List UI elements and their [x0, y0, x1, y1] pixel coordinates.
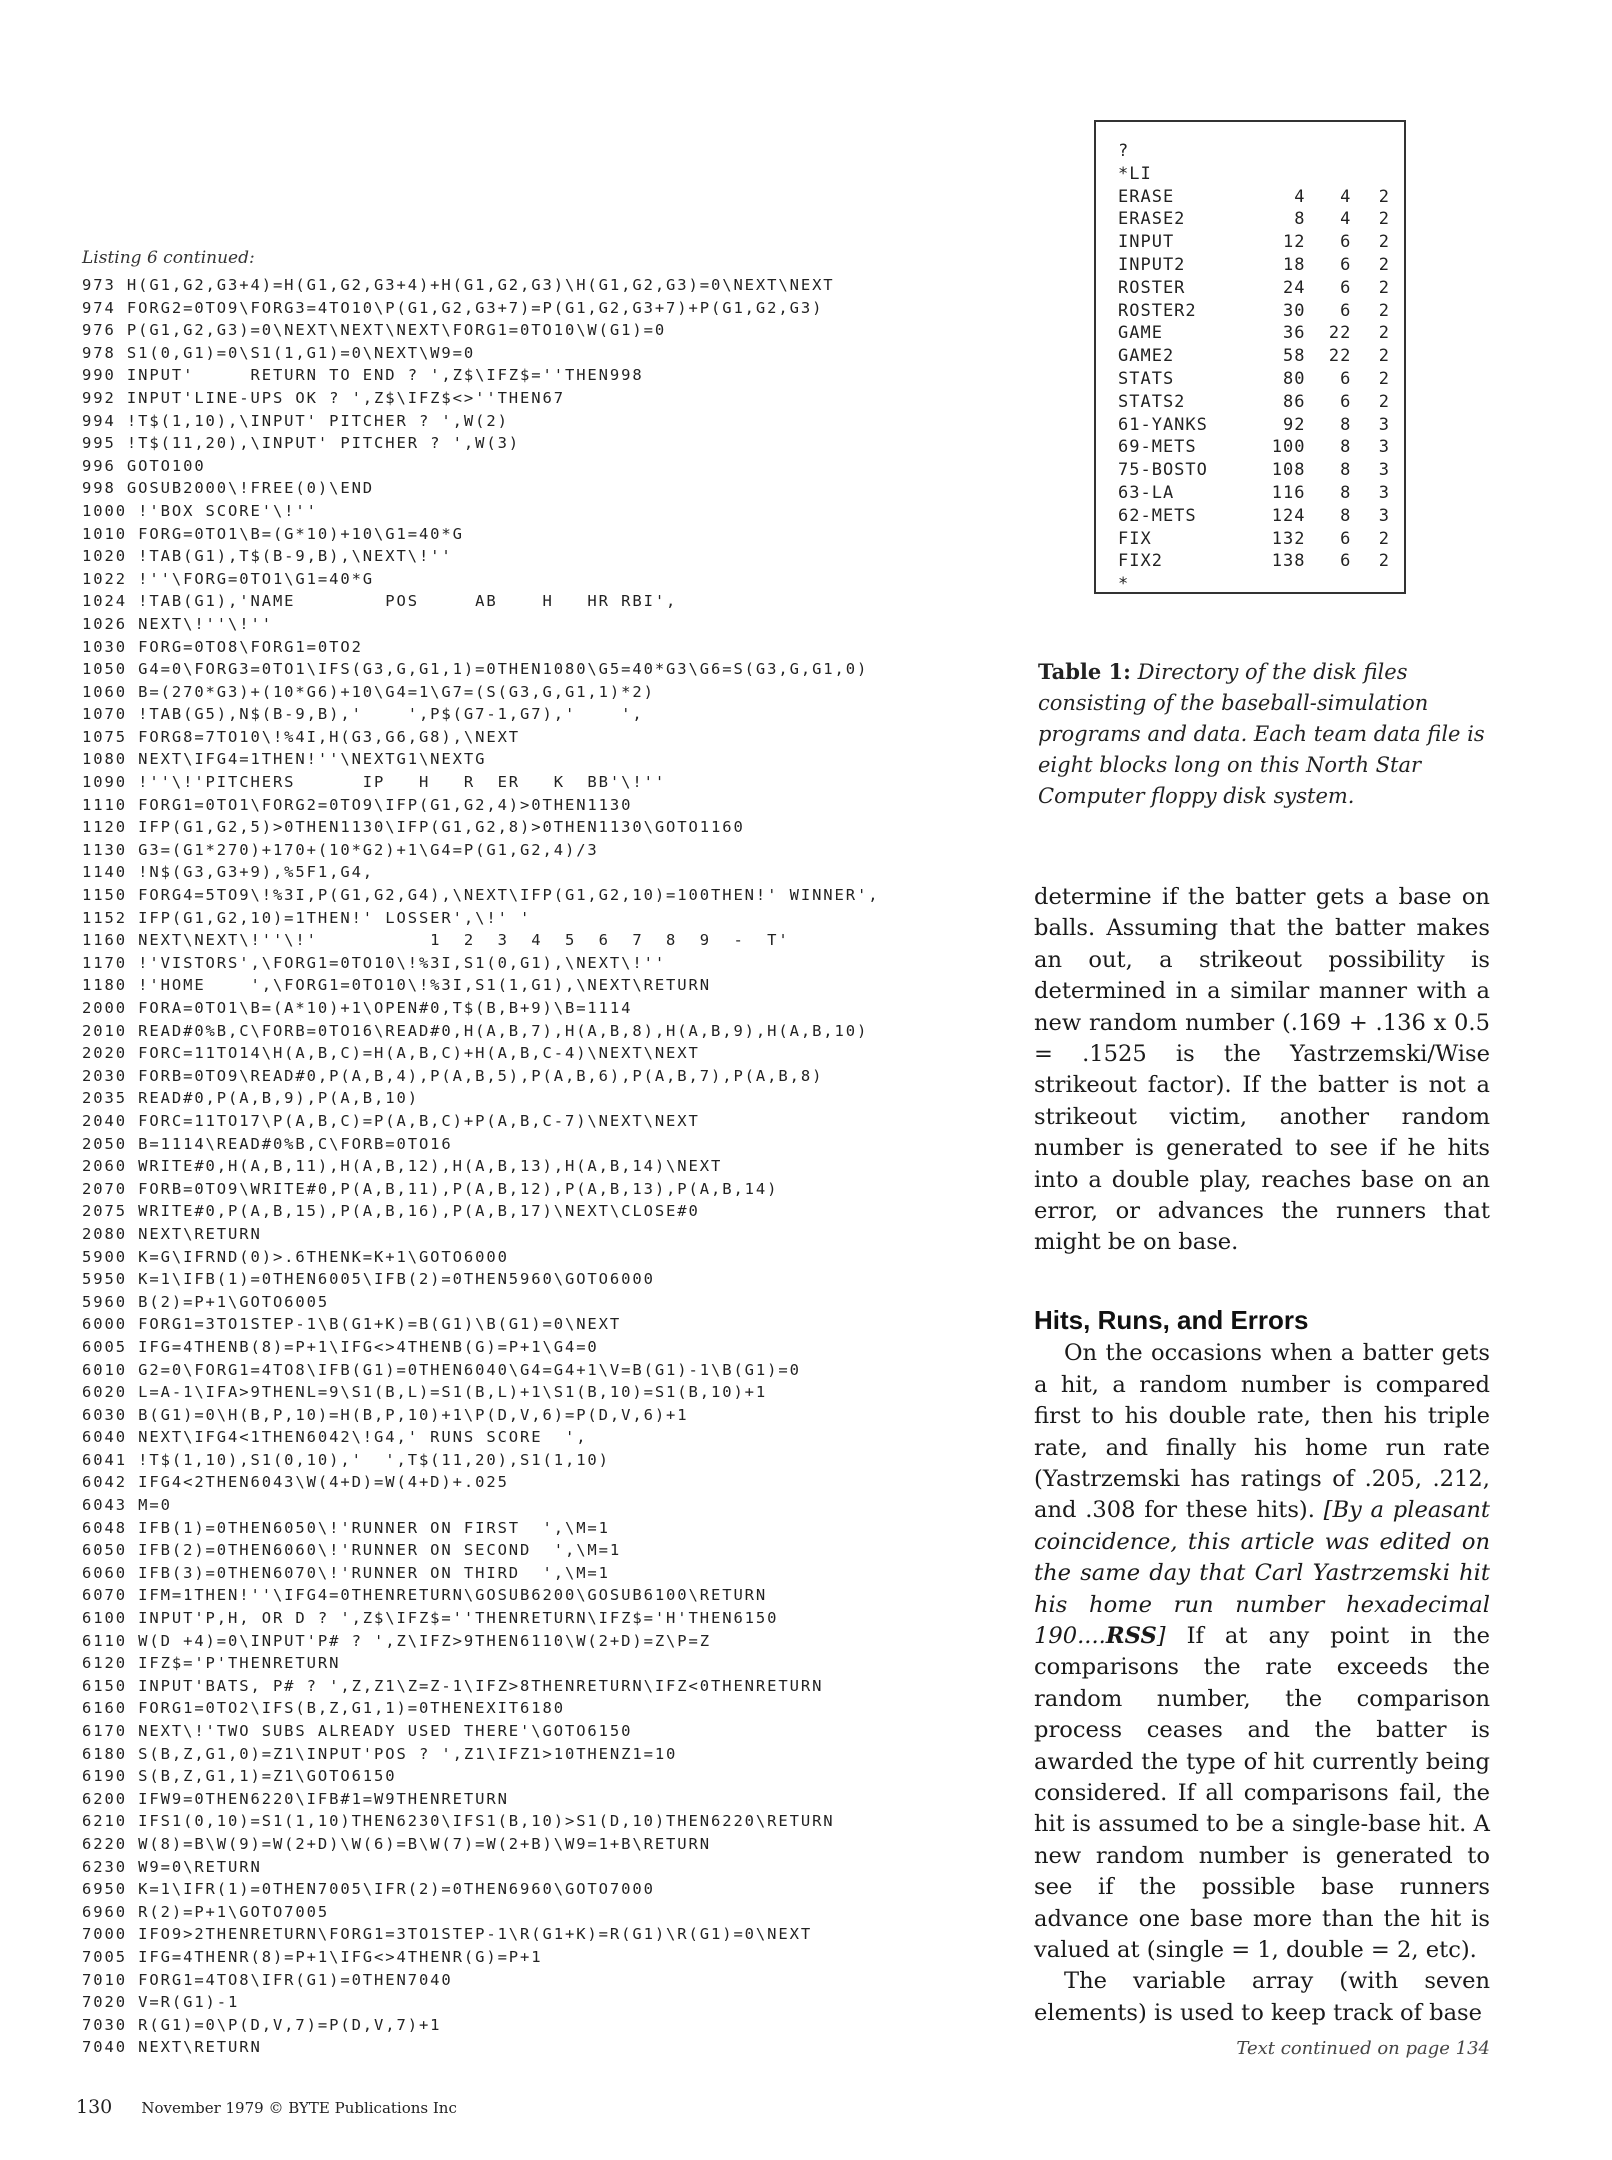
- file-type: 2: [1378, 209, 1390, 230]
- code-line: 1000 !'BOX SCORE'\!'': [82, 501, 318, 520]
- file-type: 2: [1378, 551, 1390, 572]
- code-line: 2010 READ#0%B,C\FORB=0TO16\READ#0,H(A,B,7),H(A,B,8),H(A,B,9),H(A,B,10): [82, 1021, 869, 1040]
- directory-row: [1118, 414, 1390, 437]
- code-line: 1060 B=(270*G3)+(10*G6)+10\G4=1\G7=(S(G3,G,G1,1)*2): [82, 682, 655, 701]
- code-line: 2050 B=1114\READ#0%B,C\FORB=0TO16: [82, 1134, 453, 1153]
- start-block: 4: [1294, 186, 1306, 207]
- code-line: 6190 S(B,Z,G1,1)=Z1\GOTO6150: [82, 1767, 397, 1786]
- start-block: 80: [1282, 368, 1306, 389]
- code-line: 2070 FORB=0TO9\WRITE#0,P(A,B,11),P(A,B,12),P(A,B,13),P(A,B,14): [82, 1179, 779, 1198]
- code-line: 2060 WRITE#0,H(A,B,11),H(A,B,12),H(A,B,13),H(A,B,14)\NEXT: [82, 1157, 723, 1176]
- file-type: 3: [1378, 482, 1390, 503]
- directory-row: [1118, 482, 1390, 505]
- code-line: 990 INPUT' RETURN TO END ? ',Z$\IFZ$=''THEN998: [82, 366, 644, 385]
- table-caption-label: Table 1:: [1038, 659, 1131, 684]
- directory-row: [1118, 231, 1390, 254]
- file-name: ROSTER2: [1118, 300, 1197, 321]
- directory-row: [1118, 208, 1390, 231]
- directory-rows: [1118, 186, 1390, 574]
- file-type: 3: [1378, 437, 1390, 458]
- directory-row: [1118, 277, 1390, 300]
- code-line: 6950 K=1\IFR(1)=0THEN7005\IFR(2)=0THEN6960\GOTO7000: [82, 1880, 655, 1899]
- code-line: 5950 K=1\IFB(1)=0THEN6005\IFB(2)=0THEN5960\GOTO6000: [82, 1270, 655, 1289]
- block-length: 22: [1328, 323, 1352, 344]
- code-line: 6210 IFS1(0,10)=S1(1,10)THEN6230\IFS1(B,10)>S1(D,10)THEN6220\RETURN: [82, 1812, 835, 1831]
- block-length: 6: [1340, 551, 1352, 572]
- code-line: 998 GOSUB2000\!FREE(0)\END: [82, 479, 375, 498]
- start-block: 92: [1282, 414, 1306, 435]
- start-block: 24: [1282, 277, 1306, 298]
- code-line: 1070 !TAB(G5),N$(B-9,B),' ',P$(G7-1,G7),' ',: [82, 705, 644, 724]
- file-type: 2: [1378, 391, 1390, 412]
- file-type: 3: [1378, 460, 1390, 481]
- start-block: 12: [1282, 232, 1306, 253]
- code-line: 976 P(G1,G2,G3)=0\NEXT\NEXT\NEXT\FORG1=0TO10\W(G1)=0: [82, 321, 667, 340]
- block-length: 6: [1340, 391, 1352, 412]
- code-line: 1075 FORG8=7TO10\!%4I,H(G3,G6,G8),\NEXT: [82, 727, 521, 746]
- start-block: 86: [1282, 391, 1306, 412]
- code-line: 1110 FORG1=0TO1\FORG2=0TO9\IFP(G1,G2,4)>0THEN1130: [82, 795, 633, 814]
- code-line: 6041 !T$(1,10),S1(0,10),' ',T$(11,20),S1(1,10): [82, 1450, 610, 1469]
- start-block: 36: [1282, 323, 1306, 344]
- code-line: 6220 W(8)=B\W(9)=W(2+D)\W(6)=B\W(7)=W(2+B)\W9=1+B\RETURN: [82, 1834, 711, 1853]
- code-line: 992 INPUT'LINE-UPS OK ? ',Z$\IFZ$<>''THEN67: [82, 388, 565, 407]
- start-block: 58: [1282, 346, 1306, 367]
- directory-row: [1118, 345, 1390, 368]
- directory-row: [1118, 186, 1390, 209]
- file-type: 2: [1378, 300, 1390, 321]
- block-length: 22: [1328, 346, 1352, 367]
- start-block: 18: [1282, 254, 1306, 275]
- directory-row: [1118, 550, 1390, 573]
- code-line: 1080 NEXT\IFG4=1THEN!''\NEXTG1\NEXTG: [82, 750, 487, 769]
- file-type: 3: [1378, 414, 1390, 435]
- file-type: 2: [1378, 232, 1390, 253]
- code-line: 978 S1(0,G1)=0\S1(1,G1)=0\NEXT\W9=0: [82, 343, 476, 362]
- directory-row: [1118, 505, 1390, 528]
- code-line: 6100 INPUT'P,H, OR D ? ',Z$\IFZ$=''THENRETURN\IFZ$='H'THEN6150: [82, 1609, 779, 1628]
- code-line: 6040 NEXT\IFG4<1THEN6042\!G4,' RUNS SCORE ',: [82, 1428, 588, 1447]
- table-caption: [1038, 656, 1490, 812]
- code-line: 1180 !'HOME ',\FORG1=0TO10\!%3I,S1(1,G1),\NEXT\RETURN: [82, 976, 711, 995]
- continued-note: Text continued on page 134: [1236, 2038, 1490, 2060]
- code-line: 2080 NEXT\RETURN: [82, 1224, 262, 1243]
- directory-row: [1118, 436, 1390, 459]
- directory-row: [1118, 528, 1390, 551]
- directory-row: [1118, 300, 1390, 323]
- file-name: INPUT2: [1118, 254, 1186, 275]
- code-line: 6960 R(2)=P+1\GOTO7005: [82, 1902, 330, 1921]
- block-length: 6: [1340, 254, 1352, 275]
- program-listing: [82, 248, 1032, 2059]
- code-line: 6120 IFZ$='P'THENRETURN: [82, 1654, 341, 1673]
- file-type: 2: [1378, 186, 1390, 207]
- code-line: 996 GOTO100: [82, 456, 206, 475]
- section-heading: Hits, Runs, and Errors: [1034, 1304, 1309, 1335]
- directory-row: [1118, 254, 1390, 277]
- code-line: 2000 FORA=0TO1\B=(A*10)+1\OPEN#0,T$(B,B+9)\B=1114: [82, 999, 633, 1017]
- article-paragraph: The variable array (with seven elements) is used to keep track of base: [1034, 1968, 1490, 2026]
- code-line: 974 FORG2=0TO9\FORG3=4TO10\P(G1,G2,G3+7)=P(G1,G2,G3+7)+P(G1,G2,G3): [82, 298, 824, 317]
- file-name: 62-METS: [1118, 505, 1197, 526]
- file-name: ROSTER: [1118, 277, 1186, 298]
- file-name: 63-LA: [1118, 482, 1175, 503]
- block-length: 4: [1340, 186, 1352, 207]
- code-line: 1160 NEXT\NEXT\!''\!' 1 2 3 4 5 6 7 8 9 - T': [82, 931, 790, 950]
- editor-signature: RSS: [1105, 1622, 1157, 1649]
- file-name: ERASE: [1118, 186, 1175, 207]
- block-length: 8: [1340, 460, 1352, 481]
- file-name: 69-METS: [1118, 437, 1197, 458]
- code-line: 6005 IFG=4THENB(8)=P+1\IFG<>4THENB(G)=P+1\G4=0: [82, 1337, 599, 1356]
- code-line: 1150 FORG4=5TO9\!%3I,P(G1,G2,G4),\NEXT\IFP(G1,G2,10)=100THEN!' WINNER',: [82, 886, 880, 905]
- directory-table: [1094, 120, 1406, 594]
- code-line: 6200 IFW9=0THEN6220\IFB#1=W9THENRETURN: [82, 1789, 509, 1808]
- code-line: 1130 G3=(G1*270)+170+(10*G2)+1\G4=P(G1,G2,4)/3: [82, 840, 599, 859]
- file-type: 2: [1378, 368, 1390, 389]
- file-type: 2: [1378, 528, 1390, 549]
- file-type: 3: [1378, 505, 1390, 526]
- directory-row: [1118, 368, 1390, 391]
- code-line: 6160 FORG1=0TO2\IFS(B,Z,G1,1)=0THENEXIT6180: [82, 1699, 565, 1718]
- file-name: 75-BOSTO: [1118, 460, 1208, 481]
- code-line: 6060 IFB(3)=0THEN6070\!'RUNNER ON THIRD ',\M=1: [82, 1563, 610, 1582]
- code-line: 2075 WRITE#0,P(A,B,15),P(A,B,16),P(A,B,17)\NEXT\CLOSE#0: [82, 1202, 700, 1221]
- block-length: 6: [1340, 300, 1352, 321]
- issue-line: November 1979 © BYTE Publications Inc: [141, 2099, 457, 2117]
- code-line: 7020 V=R(G1)-1: [82, 1993, 240, 2012]
- code-line: 6000 FORG1=3TO1STEP-1\B(G1+K)=B(G1)\B(G1)=0\NEXT: [82, 1315, 622, 1334]
- directory-end-prompt: *: [1118, 574, 1130, 595]
- code-line: 7005 IFG=4THENR(8)=P+1\IFG<>4THENR(G)=P+1: [82, 1947, 543, 1966]
- block-length: 6: [1340, 277, 1352, 298]
- listing-caption: Listing 6 continued:: [82, 248, 255, 268]
- code-line: 7000 IFO9>2THENRETURN\FORG1=3TO1STEP-1\R(G1+K)=R(G1)\R(G1)=0\NEXT: [82, 1925, 813, 1944]
- article-paragraph: determine if the batter gets a base on balls. Assuming that the batter makes an out, a strikeout possibility is determined in a similar manner with a new random number (.169 + .136 x 0.5 = .1525 is the Yastrzemski/Wise strikeout factor). If the batter is not a strikeout victim, another random number is generated to see if he hits into a double play, reaches base on an error, or advances the runners that might be on base.: [1034, 884, 1490, 1256]
- code-line: 6043 M=0: [82, 1496, 172, 1515]
- start-block: 30: [1282, 300, 1306, 321]
- directory-row: [1118, 391, 1390, 414]
- directory-prompt: ?: [1118, 141, 1130, 161]
- start-block: 100: [1271, 437, 1306, 458]
- file-name: INPUT: [1118, 232, 1175, 253]
- code-line: 1030 FORG=0TO8\FORG1=0TO2: [82, 637, 363, 656]
- table-caption-text: Directory of the disk files consisting of the baseball-simulation programs and data. Each team data file is eight blocks long on this North Star Computer floppy disk system.: [1038, 660, 1485, 808]
- article-column: [1034, 882, 1490, 2065]
- code-line: 5960 B(2)=P+1\GOTO6005: [82, 1292, 330, 1311]
- code-line: 6180 S(B,Z,G1,0)=Z1\INPUT'POS ? ',Z1\IFZ1>10THENZ1=10: [82, 1744, 678, 1763]
- code-line: 1140 !N$(G3,G3+9),%5F1,G4,: [82, 863, 375, 882]
- file-name: FIX2: [1118, 551, 1163, 572]
- code-line: 6048 IFB(1)=0THEN6050\!'RUNNER ON FIRST ',\M=1: [82, 1518, 610, 1537]
- code-line: 6150 INPUT'BATS, P# ? ',Z,Z1\Z=Z-1\IFZ>8THENRETURN\IFZ<0THENRETURN: [82, 1676, 824, 1695]
- directory-row: [1118, 459, 1390, 482]
- start-block: 124: [1271, 505, 1306, 526]
- code-line: 995 !T$(11,20),\INPUT' PITCHER ? ',W(3): [82, 434, 521, 453]
- start-block: 138: [1271, 551, 1306, 572]
- code-line: 6050 IFB(2)=0THEN6060\!'RUNNER ON SECOND ',\M=1: [82, 1541, 622, 1560]
- code-line: 1090 !''\!'PITCHERS IP H R ER K BB'\!'': [82, 773, 667, 792]
- code-line: 7030 R(G1)=0\P(D,V,7)=P(D,V,7)+1: [82, 2015, 442, 2034]
- code-line: 1020 !TAB(G1),T$(B-9,B),\NEXT\!'': [82, 547, 453, 566]
- code-line: 1010 FORG=0TO1\B=(G*10)+10\G1=40*G: [82, 524, 464, 543]
- code-line: 2030 FORB=0TO9\READ#0,P(A,B,4),P(A,B,5),P(A,B,6),P(A,B,7),P(A,B,8): [82, 1066, 824, 1085]
- file-name: 61-YANKS: [1118, 414, 1208, 435]
- file-name: FIX: [1118, 528, 1152, 549]
- block-length: 8: [1340, 437, 1352, 458]
- paragraph-text: On the occasions when a batter gets a hit, a random number is compared first to his double rate, then his triple rate, and finally his home run rate (Yastrzemski has ratings of .205, .212, and .308 for these hits).: [1034, 1340, 1490, 1524]
- block-length: 8: [1340, 505, 1352, 526]
- file-name: GAME2: [1118, 346, 1175, 367]
- paragraph-text: If at any point in the comparisons the rate exceeds the random number, the comparison process ceases and the batter is awarded the type of hit currently being considered. If all comparisons fail, the hit is assumed to be a single-base hit. A new random number is generated to see if the possible base runners advance one base more than the hit is valued at (single = 1, double = 2, etc).: [1034, 1622, 1490, 1963]
- file-type: 2: [1378, 323, 1390, 344]
- start-block: 116: [1271, 482, 1306, 503]
- code-line: 1152 IFP(G1,G2,10)=1THEN!' LOSSER',\!' ': [82, 908, 532, 927]
- code-line: 2020 FORC=11TO14\H(A,B,C)=H(A,B,C)+H(A,B,C-4)\NEXT\NEXT: [82, 1044, 700, 1063]
- code-line: 1022 !''\FORG=0TO1\G1=40*G: [82, 569, 375, 588]
- start-block: 132: [1271, 528, 1306, 549]
- block-length: 6: [1340, 528, 1352, 549]
- file-type: 2: [1378, 254, 1390, 275]
- block-length: 6: [1340, 368, 1352, 389]
- block-length: 8: [1340, 414, 1352, 435]
- file-type: 2: [1378, 346, 1390, 367]
- block-length: 8: [1340, 482, 1352, 503]
- code-line: 973 H(G1,G2,G3+4)=H(G1,G2,G3+4)+H(G1,G2,G3)\H(G1,G2,G3)=0\NEXT\NEXT: [82, 276, 835, 294]
- file-name: GAME: [1118, 323, 1163, 344]
- file-type: 2: [1378, 277, 1390, 298]
- start-block: 8: [1294, 209, 1306, 230]
- code-line: 1170 !'VISTORS',\FORG1=0TO10\!%3I,S1(0,G1),\NEXT\!'': [82, 953, 667, 972]
- file-name: STATS: [1118, 368, 1175, 389]
- code-line: 6070 IFM=1THEN!''\IFG4=0THENRETURN\GOSUB6200\GOSUB6100\RETURN: [82, 1586, 768, 1605]
- code-line: 6020 L=A-1\IFA>9THENL=9\S1(B,L)=S1(B,L)+1\S1(B,10)=S1(B,10)+1: [82, 1383, 768, 1402]
- article-paragraph: [1034, 1338, 1490, 1966]
- editor-note-close: ]: [1156, 1622, 1166, 1649]
- code-line: 6030 B(G1)=0\H(B,P,10)=H(B,P,10)+1\P(D,V,6)=P(D,V,6)+1: [82, 1405, 689, 1424]
- code-line: 6042 IFG4<2THEN6043\W(4+D)=W(4+D)+.025: [82, 1473, 509, 1492]
- code-line: 6170 NEXT\!'TWO SUBS ALREADY USED THERE'\GOTO6150: [82, 1722, 633, 1740]
- page-number: 130: [76, 2096, 113, 2118]
- directory-row: [1118, 322, 1390, 345]
- file-name: ERASE2: [1118, 209, 1186, 230]
- code-line: 1120 IFP(G1,G2,5)>0THEN1130\IFP(G1,G2,8)>0THEN1130\GOTO1160: [82, 818, 745, 837]
- code-line: 1024 !TAB(G1),'NAME POS AB H HR RBI',: [82, 592, 678, 611]
- code-line: 7010 FORG1=4TO8\IFR(G1)=0THEN7040: [82, 1970, 453, 1989]
- page-footer: [76, 2096, 457, 2118]
- code-line: 6110 W(D +4)=0\INPUT'P# ? ',Z\IFZ>9THEN6110\W(2+D)=Z\P=Z: [82, 1631, 711, 1650]
- code-line: 7040 NEXT\RETURN: [82, 2038, 262, 2057]
- file-name: STATS2: [1118, 391, 1186, 412]
- code-line: 2040 FORC=11TO17\P(A,B,C)=P(A,B,C)+P(A,B,C-7)\NEXT\NEXT: [82, 1111, 700, 1130]
- directory-command: *LI: [1118, 163, 1152, 184]
- code-line: 6230 W9=0\RETURN: [82, 1857, 262, 1876]
- code-line: 994 !T$(1,10),\INPUT' PITCHER ? ',W(2): [82, 411, 509, 430]
- block-length: 4: [1340, 209, 1352, 230]
- code-line: 2035 READ#0,P(A,B,9),P(A,B,10): [82, 1089, 419, 1108]
- block-length: 6: [1340, 232, 1352, 253]
- start-block: 108: [1271, 460, 1306, 481]
- code-line: 5900 K=G\IFRND(0)>.6THENK=K+1\GOTO6000: [82, 1247, 509, 1266]
- code-line: 1050 G4=0\FORG3=0TO1\IFS(G3,G,G1,1)=0THEN1080\G5=40*G3\G6=S(G3,G,G1,0): [82, 660, 869, 679]
- code-line: 6010 G2=0\FORG1=4TO8\IFB(G1)=0THEN6040\G4=G4+1\V=B(G1)-1\B(G1)=0: [82, 1360, 801, 1379]
- code-lines: [82, 274, 1032, 2059]
- editor-note-text: [By a pleasant coincidence, this article was edited on the same day that Carl Yastrzemski hit his home run number hexadecimal 190....: [1034, 1497, 1490, 1649]
- code-line: 1026 NEXT\!''\!'': [82, 614, 273, 633]
